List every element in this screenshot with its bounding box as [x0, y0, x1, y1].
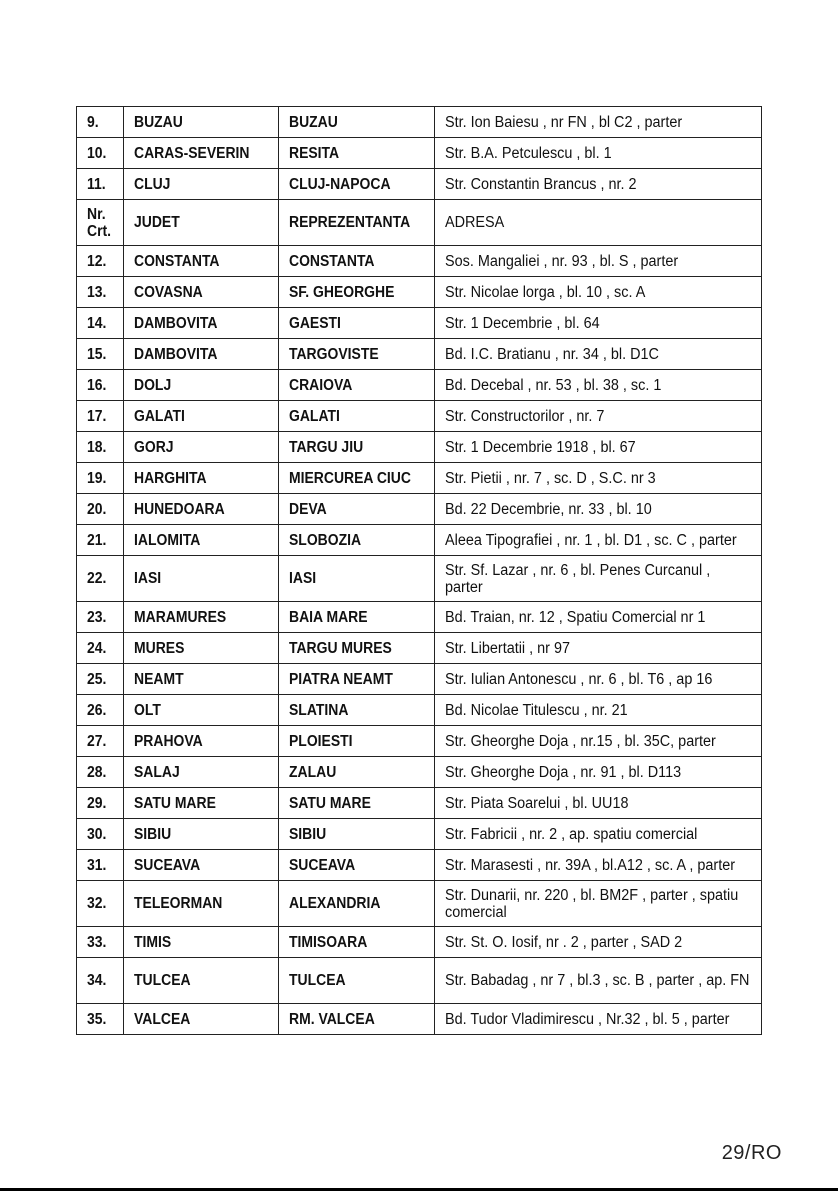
cell-nr: [77, 525, 124, 556]
cell-reprezentanta: [279, 463, 435, 494]
cell-nr-text: 31.: [87, 856, 107, 874]
cell-nr-text: 12.: [87, 252, 107, 270]
cell-adresa: [435, 927, 762, 958]
table-row: [77, 757, 762, 788]
cell-nr: [77, 726, 124, 757]
cell-judet: [124, 556, 279, 602]
cell-adresa-text: Bd. Tudor Vladimirescu , Nr.32 , bl. 5 , parter: [445, 1010, 730, 1028]
cell-nr-text: 17.: [87, 407, 107, 425]
cell-adresa-text: Str. Constantin Brancus , nr. 2: [445, 175, 637, 193]
cell-nr-text: 18.: [87, 438, 107, 456]
cell-judet: [124, 726, 279, 757]
cell-judet: [124, 401, 279, 432]
cell-reprezentanta-text: SATU MARE: [289, 794, 371, 812]
cell-adresa: [435, 695, 762, 726]
table-row: [77, 726, 762, 757]
table-row: [77, 525, 762, 556]
table-row: [77, 246, 762, 277]
cell-reprezentanta-text: RM. VALCEA: [289, 1010, 375, 1028]
cell-judet-text: HARGHITA: [134, 469, 207, 487]
cell-judet: [124, 695, 279, 726]
table-row: [77, 633, 762, 664]
table-row: [77, 463, 762, 494]
table-row: [77, 169, 762, 200]
cell-nr: [77, 927, 124, 958]
cell-reprezentanta-text: RESITA: [289, 144, 340, 162]
cell-nr-text: 13.: [87, 283, 107, 301]
cell-reprezentanta: [279, 850, 435, 881]
cell-adresa: [435, 726, 762, 757]
cell-reprezentanta-text: DEVA: [289, 500, 327, 518]
cell-adresa-text: Str. Pietii , nr. 7 , sc. D , S.C. nr 3: [445, 469, 656, 487]
cell-adresa: [435, 850, 762, 881]
cell-adresa-text: Bd. I.C. Bratianu , nr. 34 , bl. D1C: [445, 345, 659, 363]
cell-adresa-text: Bd. Nicolae Titulescu , nr. 21: [445, 701, 628, 719]
cell-judet-text: VALCEA: [134, 1010, 191, 1028]
cell-nr: [77, 246, 124, 277]
cell-adresa-text: Str. St. O. Iosif, nr . 2 , parter , SAD 2: [445, 933, 683, 951]
cell-judet-text: TIMIS: [134, 933, 172, 951]
table-row: [77, 494, 762, 525]
cell-nr-text: 24.: [87, 639, 107, 657]
cell-reprezentanta: [279, 927, 435, 958]
cell-reprezentanta: [279, 602, 435, 633]
cell-reprezentanta: [279, 788, 435, 819]
cell-nr: [77, 494, 124, 525]
cell-nr: [77, 881, 124, 927]
cell-adresa-text: Str. Ion Baiesu , nr FN , bl C2 , parter: [445, 113, 683, 131]
cell-reprezentanta: [279, 107, 435, 138]
cell-nr: [77, 633, 124, 664]
cell-reprezentanta-text: ALEXANDRIA: [289, 895, 381, 912]
cell-nr: [77, 556, 124, 602]
cell-reprezentanta: [279, 432, 435, 463]
cell-adresa: [435, 370, 762, 401]
cell-nr-text: 15.: [87, 345, 107, 363]
cell-adresa-text: Bd. Traian, nr. 12 , Spatiu Comercial nr 1: [445, 608, 706, 626]
cell-judet-text: CLUJ: [134, 175, 171, 193]
cell-reprezentanta: [279, 757, 435, 788]
table-body: [77, 107, 762, 1035]
table-row: [77, 664, 762, 695]
cell-adresa-text: Sos. Mangaliei , nr. 93 , bl. S , parter: [445, 252, 679, 270]
cell-nr-text: 20.: [87, 500, 107, 518]
cell-judet: [124, 370, 279, 401]
cell-reprezentanta-text: TARGU MURES: [289, 639, 392, 657]
cell-nr-text: 32.: [87, 895, 107, 912]
table-row: [77, 401, 762, 432]
cell-reprezentanta: [279, 169, 435, 200]
cell-adresa-text: Str. Libertatii , nr 97: [445, 639, 570, 657]
cell-adresa: [435, 107, 762, 138]
cell-judet: [124, 1004, 279, 1035]
cell-judet: [124, 494, 279, 525]
cell-reprezentanta-text: GAESTI: [289, 314, 341, 332]
cell-reprezentanta: [279, 881, 435, 927]
cell-judet: [124, 602, 279, 633]
cell-reprezentanta-text: GALATI: [289, 407, 340, 425]
cell-adresa: [435, 633, 762, 664]
cell-reprezentanta: [279, 339, 435, 370]
cell-judet: [124, 463, 279, 494]
cell-judet: [124, 664, 279, 695]
cell-judet: [124, 432, 279, 463]
table-row: [77, 788, 762, 819]
cell-nr: [77, 602, 124, 633]
cell-adresa: [435, 525, 762, 556]
cell-judet: [124, 277, 279, 308]
cell-adresa: [435, 757, 762, 788]
table-row: [77, 138, 762, 169]
cell-adresa: [435, 602, 762, 633]
representatives-table: [76, 106, 762, 1035]
table-row: [77, 819, 762, 850]
cell-judet-text: SUCEAVA: [134, 856, 201, 874]
cell-reprezentanta-text: TULCEA: [289, 972, 346, 989]
cell-judet-text: NEAMT: [134, 670, 184, 688]
cell-judet-text: MURES: [134, 639, 185, 657]
cell-nr-text: 34.: [87, 972, 107, 989]
table-row: [77, 339, 762, 370]
cell-nr-text: 22.: [87, 570, 107, 587]
cell-judet-text: IALOMITA: [134, 531, 201, 549]
cell-reprezentanta-text: REPREZENTANTA: [289, 214, 411, 231]
cell-reprezentanta-text: CLUJ-NAPOCA: [289, 175, 391, 193]
cell-reprezentanta-text: SLATINA: [289, 701, 349, 719]
cell-nr-text: 26.: [87, 701, 107, 719]
table-row: [77, 432, 762, 463]
cell-adresa: [435, 556, 762, 602]
page-number: 29/RO: [721, 1142, 782, 1164]
cell-adresa: [435, 819, 762, 850]
cell-adresa-text: Str. Sf. Lazar , nr. 6 , bl. Penes Curcanul , parter: [445, 561, 711, 596]
table-row: [77, 370, 762, 401]
cell-adresa: [435, 339, 762, 370]
cell-nr-text: 33.: [87, 933, 107, 951]
cell-judet: [124, 927, 279, 958]
cell-judet-text: TELEORMAN: [134, 895, 223, 912]
cell-adresa: [435, 200, 762, 246]
cell-judet: [124, 757, 279, 788]
cell-reprezentanta-text: SLOBOZIA: [289, 531, 362, 549]
cell-reprezentanta: [279, 200, 435, 246]
cell-judet: [124, 308, 279, 339]
cell-judet-text: DOLJ: [134, 376, 172, 394]
cell-judet-text: PRAHOVA: [134, 732, 203, 750]
cell-adresa: [435, 788, 762, 819]
cell-judet-text: DAMBOVITA: [134, 345, 218, 363]
cell-nr: [77, 850, 124, 881]
cell-judet: [124, 850, 279, 881]
cell-adresa: [435, 432, 762, 463]
cell-nr: [77, 169, 124, 200]
cell-adresa-text: Str. Dunarii, nr. 220 , bl. BM2F , parter , spatiu comercial: [445, 886, 739, 921]
cell-judet: [124, 246, 279, 277]
table-row: [77, 695, 762, 726]
cell-judet-text: DAMBOVITA: [134, 314, 218, 332]
cell-judet: [124, 958, 279, 1004]
cell-reprezentanta: [279, 277, 435, 308]
cell-judet: [124, 200, 279, 246]
cell-judet: [124, 138, 279, 169]
cell-nr-text: 21.: [87, 531, 107, 549]
cell-adresa-text: Bd. Decebal , nr. 53 , bl. 38 , sc. 1: [445, 376, 662, 394]
table-row: [77, 881, 762, 927]
cell-reprezentanta: [279, 726, 435, 757]
cell-reprezentanta-text: SUCEAVA: [289, 856, 356, 874]
table-row: [77, 107, 762, 138]
table-row: [77, 308, 762, 339]
cell-adresa-text: Str. Babadag , nr 7 , bl.3 , sc. B , parter , ap. FN: [445, 972, 750, 989]
table-row: [77, 1004, 762, 1035]
cell-nr: [77, 107, 124, 138]
cell-reprezentanta-text: IASI: [289, 570, 317, 587]
table-row: [77, 958, 762, 1004]
cell-nr: [77, 401, 124, 432]
cell-reprezentanta-text: CONSTANTA: [289, 252, 375, 270]
cell-nr: [77, 757, 124, 788]
cell-reprezentanta: [279, 138, 435, 169]
cell-nr: [77, 463, 124, 494]
cell-reprezentanta: [279, 494, 435, 525]
cell-nr: [77, 664, 124, 695]
cell-nr: [77, 138, 124, 169]
table-row: [77, 602, 762, 633]
cell-adresa-text: Str. 1 Decembrie 1918 , bl. 67: [445, 438, 636, 456]
cell-reprezentanta: [279, 308, 435, 339]
cell-adresa: [435, 277, 762, 308]
table-row: [77, 850, 762, 881]
cell-nr: [77, 788, 124, 819]
cell-adresa: [435, 308, 762, 339]
cell-nr-text: 23.: [87, 608, 107, 626]
cell-nr-text: 29.: [87, 794, 107, 812]
cell-nr-text: 27.: [87, 732, 107, 750]
cell-judet-text: BUZAU: [134, 113, 183, 131]
cell-adresa-text: Str. 1 Decembrie , bl. 64: [445, 314, 600, 332]
cell-judet-text: COVASNA: [134, 283, 203, 301]
cell-judet-text: JUDET: [134, 214, 180, 231]
cell-adresa: [435, 138, 762, 169]
cell-judet: [124, 881, 279, 927]
cell-nr-text: 35.: [87, 1010, 107, 1028]
cell-adresa: [435, 881, 762, 927]
cell-reprezentanta-text: BAIA MARE: [289, 608, 368, 626]
cell-judet-text: GALATI: [134, 407, 185, 425]
cell-judet-text: OLT: [134, 701, 161, 719]
cell-adresa: [435, 401, 762, 432]
cell-nr: [77, 277, 124, 308]
cell-adresa: [435, 169, 762, 200]
cell-reprezentanta: [279, 633, 435, 664]
cell-adresa-text: Str. B.A. Petculescu , bl. 1: [445, 144, 612, 162]
cell-nr: [77, 432, 124, 463]
cell-adresa-text: Str. Iulian Antonescu , nr. 6 , bl. T6 , ap 16: [445, 670, 713, 688]
table-header-row: [77, 200, 762, 246]
cell-judet-text: SIBIU: [134, 825, 172, 843]
cell-nr-text: 25.: [87, 670, 107, 688]
cell-reprezentanta-text: CRAIOVA: [289, 376, 353, 394]
cell-reprezentanta-text: TARGOVISTE: [289, 345, 379, 363]
cell-reprezentanta: [279, 819, 435, 850]
cell-judet-text: MARAMURES: [134, 608, 227, 626]
cell-reprezentanta-text: SF. GHEORGHE: [289, 283, 395, 301]
cell-adresa: [435, 958, 762, 1004]
cell-judet: [124, 339, 279, 370]
cell-reprezentanta: [279, 695, 435, 726]
cell-judet-text: GORJ: [134, 438, 174, 456]
cell-judet-text: TULCEA: [134, 972, 191, 989]
cell-adresa-text: ADRESA: [445, 214, 505, 231]
cell-judet: [124, 819, 279, 850]
cell-adresa-text: Str. Gheorghe Doja , nr. 91 , bl. D113: [445, 763, 682, 781]
cell-judet: [124, 107, 279, 138]
cell-judet-text: IASI: [134, 570, 162, 587]
cell-adresa-text: Str. Piata Soarelui , bl. UU18: [445, 794, 629, 812]
cell-nr-text: 11.: [87, 175, 106, 193]
cell-reprezentanta-text: ZALAU: [289, 763, 337, 781]
cell-reprezentanta: [279, 370, 435, 401]
cell-reprezentanta-text: TARGU JIU: [289, 438, 364, 456]
cell-judet: [124, 525, 279, 556]
cell-reprezentanta: [279, 664, 435, 695]
cell-adresa: [435, 1004, 762, 1035]
cell-reprezentanta: [279, 246, 435, 277]
cell-adresa-text: Str. Marasesti , nr. 39A , bl.A12 , sc. A , parter: [445, 856, 736, 874]
cell-reprezentanta-text: MIERCUREA CIUC: [289, 469, 411, 487]
cell-nr-text: 28.: [87, 763, 107, 781]
cell-judet-text: HUNEDOARA: [134, 500, 225, 518]
cell-reprezentanta-text: TIMISOARA: [289, 933, 368, 951]
cell-judet-text: SATU MARE: [134, 794, 216, 812]
cell-judet-text: CONSTANTA: [134, 252, 220, 270]
cell-nr-text: 10.: [87, 144, 107, 162]
cell-nr: [77, 370, 124, 401]
cell-judet-text: CARAS-SEVERIN: [134, 144, 250, 162]
cell-nr: [77, 308, 124, 339]
cell-nr: [77, 339, 124, 370]
cell-nr-text: 16.: [87, 376, 107, 394]
cell-judet: [124, 788, 279, 819]
cell-nr: [77, 695, 124, 726]
cell-adresa-text: Str. Gheorghe Doja , nr.15 , bl. 35C, parter: [445, 732, 716, 750]
cell-adresa-text: Aleea Tipografiei , nr. 1 , bl. D1 , sc. C , parter: [445, 531, 737, 549]
cell-adresa: [435, 494, 762, 525]
cell-judet: [124, 633, 279, 664]
table-row: [77, 556, 762, 602]
cell-reprezentanta: [279, 1004, 435, 1035]
cell-reprezentanta-text: SIBIU: [289, 825, 327, 843]
cell-reprezentanta: [279, 401, 435, 432]
table-row: [77, 277, 762, 308]
cell-reprezentanta-text: PLOIESTI: [289, 732, 353, 750]
cell-nr-text: Nr. Crt.: [87, 205, 112, 240]
cell-adresa-text: Str. Nicolae lorga , bl. 10 , sc. A: [445, 283, 646, 301]
cell-reprezentanta-text: PIATRA NEAMT: [289, 670, 393, 688]
cell-adresa: [435, 463, 762, 494]
cell-adresa-text: Bd. 22 Decembrie, nr. 33 , bl. 10: [445, 500, 652, 518]
cell-judet-text: SALAJ: [134, 763, 180, 781]
cell-adresa-text: Str. Fabricii , nr. 2 , ap. spatiu comercial: [445, 825, 698, 843]
table-row: [77, 927, 762, 958]
cell-adresa-text: Str. Constructorilor , nr. 7: [445, 407, 605, 425]
cell-nr-text: 30.: [87, 825, 107, 843]
cell-reprezentanta-text: BUZAU: [289, 113, 338, 131]
cell-nr: [77, 1004, 124, 1035]
cell-nr: [77, 819, 124, 850]
cell-nr-text: 9.: [87, 113, 99, 131]
cell-adresa: [435, 246, 762, 277]
cell-adresa: [435, 664, 762, 695]
cell-reprezentanta: [279, 958, 435, 1004]
cell-nr-text: 14.: [87, 314, 107, 332]
cell-nr: [77, 958, 124, 1004]
cell-nr: [77, 200, 124, 246]
cell-reprezentanta: [279, 525, 435, 556]
cell-reprezentanta: [279, 556, 435, 602]
cell-nr-text: 19.: [87, 469, 107, 487]
cell-judet: [124, 169, 279, 200]
